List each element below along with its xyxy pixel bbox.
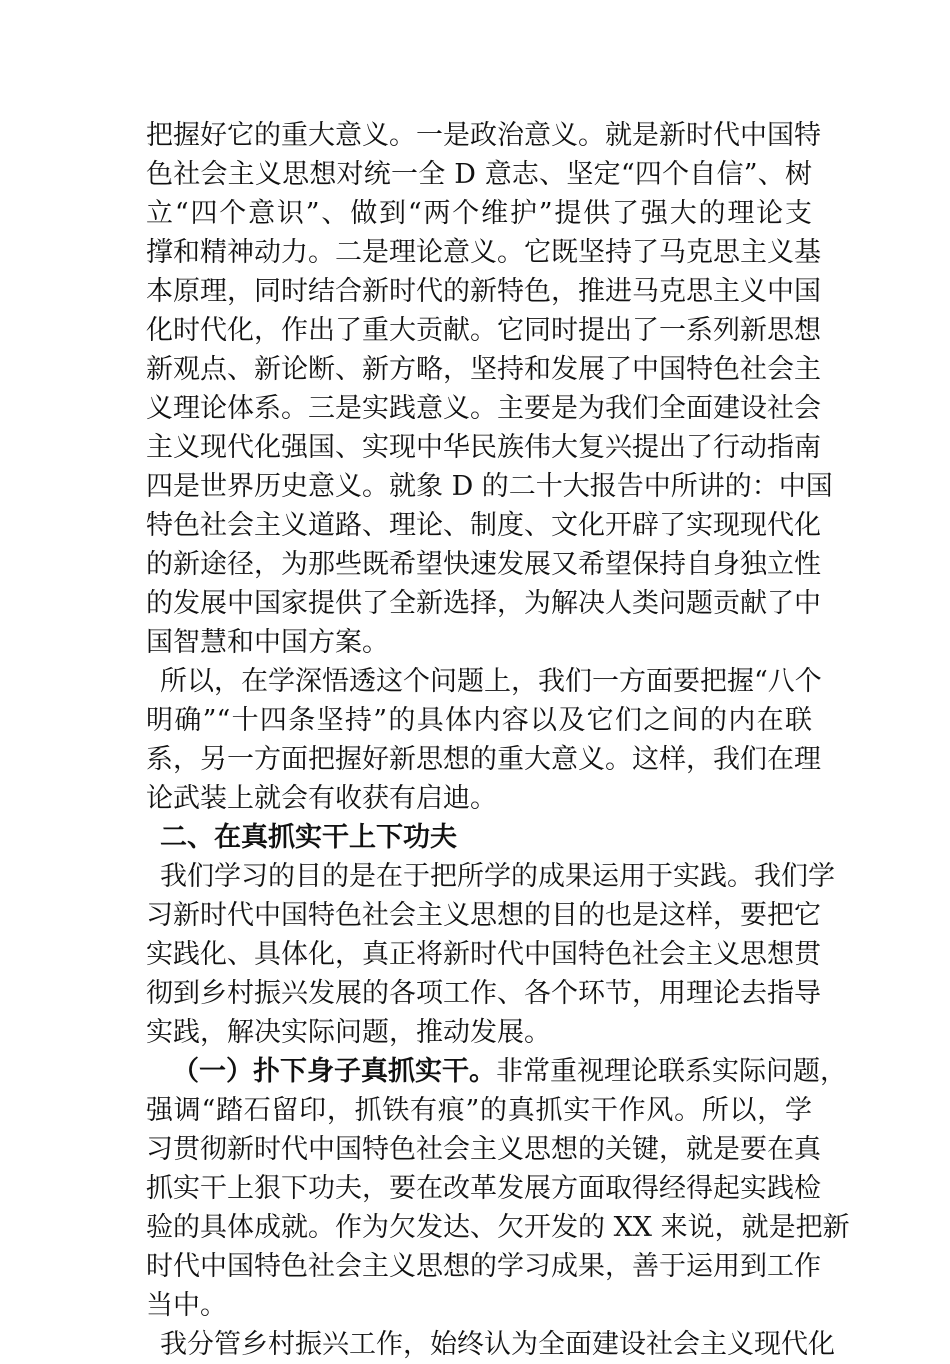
text-line: 义理论体系。三是实践意义。主要是为我们全面建设社会	[146, 393, 821, 424]
text-line: 把握好它的重大意义。一是政治意义。就是新时代中国特	[146, 120, 821, 151]
subsection-lead: （一）扑下身子真抓实干。	[172, 1056, 496, 1087]
text-line: 立“四个意识”、做到“两个维护”提供了强大的理论支	[146, 198, 812, 229]
text-line: 习贯彻新时代中国特色社会主义思想的关键，就是要在真	[146, 1134, 821, 1165]
text-line: 系，另一方面把握好新思想的重大意义。这样，我们在理	[146, 744, 821, 775]
paragraph-significance	[146, 116, 833, 662]
text-line: 抓实干上狠下功夫，要在改革发展方面取得经得起实践检	[146, 1173, 821, 1204]
text-line: 特色社会主义道路、理论、制度、文化开辟了实现现代化	[146, 510, 821, 541]
text-line: 国智慧和中国方案。	[146, 627, 389, 658]
text-line: 实践化、具体化，真正将新时代中国特色社会主义思想贯	[146, 939, 821, 970]
text-line: 化时代化，作出了重大贡献。它同时提出了一系列新思想	[146, 315, 821, 346]
text-line: 撑和精神动力。二是理论意义。它既坚持了马克思主义基	[146, 237, 821, 268]
text-line: 论武装上就会有收获有启迪。	[146, 783, 497, 814]
paragraph-subsection-one	[146, 1052, 850, 1325]
text-line: 强调“踏石留印，抓铁有痕”的真抓实干作风。所以，学	[146, 1095, 812, 1126]
section-heading: 二、在真抓实干上下功夫	[160, 822, 457, 853]
paragraph-rural-revitalization	[146, 1325, 835, 1364]
text-line: 时代中国特色社会主义思想的学习成果，善于运用到工作	[146, 1251, 821, 1282]
text-line: 实践，解决实际问题，推动发展。	[146, 1017, 551, 1048]
paragraph-purpose	[146, 857, 835, 1052]
text-line: 所以，在学深悟透这个问题上，我们一方面要把握“八个	[160, 666, 822, 697]
text-line: 四是世界历史意义。就象 D 的二十大报告中所讲的：中国	[146, 471, 833, 502]
subsection-lead-rest: 非常重视理论联系实际问题，	[496, 1056, 847, 1087]
text-line: 的发展中国家提供了全新选择，为解决人类问题贡献了中	[146, 588, 821, 619]
text-line: 习新时代中国特色社会主义思想的目的也是这样，要把它	[146, 900, 821, 931]
text-line: 色社会主义思想对统一全 D 意志、坚定“四个自信”、树	[146, 159, 812, 190]
document-page	[146, 116, 850, 1364]
text-line: 我分管乡村振兴工作，始终认为全面建设社会主义现代化	[160, 1329, 835, 1360]
text-line: 当中。	[146, 1290, 227, 1321]
text-line: 验的具体成就。作为欠发达、欠开发的 XX 来说，就是把新	[146, 1212, 850, 1243]
paragraph-summary	[146, 662, 822, 818]
text-line: 本原理，同时结合新时代的新特色，推进马克思主义中国	[146, 276, 821, 307]
text-line	[146, 1052, 847, 1091]
text-line: 的新途径，为那些既希望快速发展又希望保持自身独立性	[146, 549, 821, 580]
text-line: 我们学习的目的是在于把所学的成果运用于实践。我们学	[160, 861, 835, 892]
text-line: 明确”“十四条坚持”的具体内容以及它们之间的内在联	[146, 705, 812, 736]
text-line: 主义现代化强国、实现中华民族伟大复兴提出了行动指南	[146, 432, 821, 463]
text-line: 新观点、新论断、新方略，坚持和发展了中国特色社会主	[146, 354, 821, 385]
text-line: 彻到乡村振兴发展的各项工作、各个环节，用理论去指导	[146, 978, 821, 1009]
